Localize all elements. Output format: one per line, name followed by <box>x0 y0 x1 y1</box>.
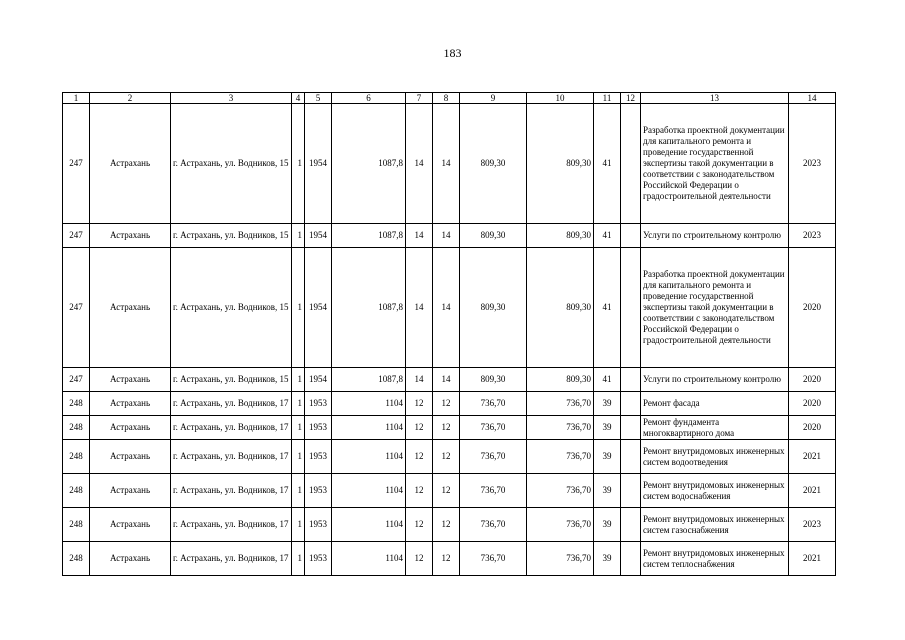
count-cell: 1 <box>292 440 305 474</box>
column-header: 11 <box>594 93 621 104</box>
empty-cell <box>621 474 641 508</box>
count-cell: 1 <box>292 542 305 576</box>
year-cell: 1953 <box>305 508 332 542</box>
column-header: 2 <box>90 93 171 104</box>
city-cell: Астрахань <box>90 392 171 416</box>
city-cell: Астрахань <box>90 508 171 542</box>
cost-cell: 736,70 <box>527 542 594 576</box>
value-cell: 14 <box>433 368 460 392</box>
table-row <box>63 542 836 576</box>
column-header: 1 <box>63 93 90 104</box>
cost-cell: 736,70 <box>527 416 594 440</box>
count-cell: 1 <box>292 474 305 508</box>
number-cell: 248 <box>63 508 90 542</box>
cost-cell: 736,70 <box>460 542 527 576</box>
cost-cell: 736,70 <box>527 440 594 474</box>
registry-table <box>62 92 836 576</box>
value-cell: 12 <box>406 474 433 508</box>
cost-cell: 736,70 <box>460 508 527 542</box>
number-cell: 248 <box>63 474 90 508</box>
value-cell: 12 <box>433 440 460 474</box>
empty-cell <box>621 248 641 368</box>
value-cell: 14 <box>406 368 433 392</box>
table-row <box>63 416 836 440</box>
cost-cell: 736,70 <box>460 440 527 474</box>
year-cell: 2020 <box>789 392 836 416</box>
column-header: 10 <box>527 93 594 104</box>
city-cell: Астрахань <box>90 104 171 224</box>
value-cell: 14 <box>406 224 433 248</box>
column-header: 3 <box>171 93 292 104</box>
year-cell: 1953 <box>305 542 332 576</box>
number-cell: 248 <box>63 440 90 474</box>
cost-cell: 809,30 <box>527 248 594 368</box>
table-row <box>63 104 836 224</box>
number-cell: 248 <box>63 416 90 440</box>
year-cell: 1954 <box>305 248 332 368</box>
count-cell: 1 <box>292 368 305 392</box>
year-cell: 2021 <box>789 542 836 576</box>
city-cell: Астрахань <box>90 248 171 368</box>
year-cell: 2023 <box>789 224 836 248</box>
cost-cell: 809,30 <box>460 368 527 392</box>
area-cell: 1104 <box>332 392 406 416</box>
empty-cell <box>621 508 641 542</box>
area-cell: 1104 <box>332 474 406 508</box>
number-cell: 247 <box>63 224 90 248</box>
year-cell: 2023 <box>789 508 836 542</box>
year-cell: 2020 <box>789 368 836 392</box>
value-cell: 39 <box>594 392 621 416</box>
empty-cell <box>621 224 641 248</box>
cost-cell: 809,30 <box>460 104 527 224</box>
city-cell: Астрахань <box>90 368 171 392</box>
cost-cell: 736,70 <box>527 474 594 508</box>
work-type-cell: Ремонт внутридомовых инженерных систем водоотведения <box>641 440 789 474</box>
address-cell: г. Астрахань, ул. Водников, 17 <box>171 392 292 416</box>
address-cell: г. Астрахань, ул. Водников, 15 <box>171 248 292 368</box>
year-cell: 1953 <box>305 416 332 440</box>
value-cell: 41 <box>594 104 621 224</box>
count-cell: 1 <box>292 508 305 542</box>
value-cell: 39 <box>594 440 621 474</box>
table-row <box>63 440 836 474</box>
table-row <box>63 368 836 392</box>
table-row <box>63 224 836 248</box>
value-cell: 41 <box>594 368 621 392</box>
cost-cell: 736,70 <box>460 474 527 508</box>
value-cell: 41 <box>594 248 621 368</box>
value-cell: 12 <box>406 392 433 416</box>
work-type-cell: Услуги по строительному контролю <box>641 224 789 248</box>
count-cell: 1 <box>292 416 305 440</box>
value-cell: 12 <box>406 440 433 474</box>
cost-cell: 736,70 <box>460 392 527 416</box>
area-cell: 1104 <box>332 542 406 576</box>
cost-cell: 809,30 <box>527 104 594 224</box>
work-type-cell: Ремонт внутридомовых инженерных систем теплоснабжения <box>641 542 789 576</box>
value-cell: 14 <box>406 248 433 368</box>
year-cell: 2020 <box>789 248 836 368</box>
area-cell: 1087,8 <box>332 248 406 368</box>
work-type-cell: Ремонт внутридомовых инженерных систем водоснабжения <box>641 474 789 508</box>
empty-cell <box>621 440 641 474</box>
address-cell: г. Астрахань, ул. Водников, 17 <box>171 416 292 440</box>
cost-cell: 736,70 <box>527 392 594 416</box>
cost-cell: 809,30 <box>527 368 594 392</box>
table-body <box>63 104 836 576</box>
value-cell: 12 <box>406 542 433 576</box>
area-cell: 1087,8 <box>332 368 406 392</box>
year-cell: 1954 <box>305 368 332 392</box>
address-cell: г. Астрахань, ул. Водников, 15 <box>171 104 292 224</box>
city-cell: Астрахань <box>90 474 171 508</box>
empty-cell <box>621 368 641 392</box>
year-cell: 2020 <box>789 416 836 440</box>
number-cell: 247 <box>63 248 90 368</box>
value-cell: 12 <box>433 416 460 440</box>
value-cell: 39 <box>594 474 621 508</box>
count-cell: 1 <box>292 104 305 224</box>
column-header: 4 <box>292 93 305 104</box>
area-cell: 1104 <box>332 416 406 440</box>
work-type-cell: Разработка проектной документации для капитального ремонта и проведение государственной экспертизы такой документации в соответствии с законодательством Российской Федерации о градостроительной деятельности <box>641 248 789 368</box>
cost-cell: 809,30 <box>460 224 527 248</box>
cost-cell: 736,70 <box>527 508 594 542</box>
empty-cell <box>621 542 641 576</box>
value-cell: 12 <box>406 416 433 440</box>
table-row <box>63 392 836 416</box>
number-cell: 247 <box>63 368 90 392</box>
area-cell: 1104 <box>332 440 406 474</box>
work-type-cell: Ремонт фундамента многоквартирного дома <box>641 416 789 440</box>
table-row <box>63 508 836 542</box>
column-header: 7 <box>406 93 433 104</box>
year-cell: 1954 <box>305 224 332 248</box>
cost-cell: 809,30 <box>460 248 527 368</box>
city-cell: Астрахань <box>90 542 171 576</box>
value-cell: 12 <box>433 474 460 508</box>
address-cell: г. Астрахань, ул. Водников, 15 <box>171 224 292 248</box>
year-cell: 1953 <box>305 440 332 474</box>
value-cell: 12 <box>433 508 460 542</box>
cost-cell: 736,70 <box>460 416 527 440</box>
value-cell: 14 <box>433 104 460 224</box>
address-cell: г. Астрахань, ул. Водников, 17 <box>171 542 292 576</box>
work-type-cell: Разработка проектной документации для капитального ремонта и проведение государственной экспертизы такой документации в соответствии с законодательством Российской Федерации о градостроительной деятельности <box>641 104 789 224</box>
count-cell: 1 <box>292 248 305 368</box>
address-cell: г. Астрахань, ул. Водников, 17 <box>171 508 292 542</box>
value-cell: 39 <box>594 416 621 440</box>
count-cell: 1 <box>292 224 305 248</box>
area-cell: 1104 <box>332 508 406 542</box>
empty-cell <box>621 392 641 416</box>
city-cell: Астрахань <box>90 416 171 440</box>
number-cell: 247 <box>63 104 90 224</box>
value-cell: 12 <box>433 542 460 576</box>
work-type-cell: Ремонт фасада <box>641 392 789 416</box>
column-header: 8 <box>433 93 460 104</box>
year-cell: 1953 <box>305 392 332 416</box>
year-cell: 2023 <box>789 104 836 224</box>
header-row <box>63 93 836 104</box>
empty-cell <box>621 104 641 224</box>
column-header: 6 <box>332 93 406 104</box>
value-cell: 14 <box>433 224 460 248</box>
page-number: 183 <box>443 46 462 60</box>
column-header: 9 <box>460 93 527 104</box>
number-cell: 248 <box>63 542 90 576</box>
year-cell: 1954 <box>305 104 332 224</box>
value-cell: 14 <box>433 248 460 368</box>
cost-cell: 809,30 <box>527 224 594 248</box>
value-cell: 12 <box>433 392 460 416</box>
column-header: 14 <box>789 93 836 104</box>
city-cell: Астрахань <box>90 224 171 248</box>
value-cell: 39 <box>594 542 621 576</box>
address-cell: г. Астрахань, ул. Водников, 17 <box>171 440 292 474</box>
empty-cell <box>621 416 641 440</box>
table-row <box>63 474 836 508</box>
value-cell: 41 <box>594 224 621 248</box>
year-cell: 1953 <box>305 474 332 508</box>
column-header: 13 <box>641 93 789 104</box>
column-header: 5 <box>305 93 332 104</box>
city-cell: Астрахань <box>90 440 171 474</box>
work-type-cell: Ремонт внутридомовых инженерных систем газоснабжения <box>641 508 789 542</box>
year-cell: 2021 <box>789 474 836 508</box>
year-cell: 2021 <box>789 440 836 474</box>
number-cell: 248 <box>63 392 90 416</box>
address-cell: г. Астрахань, ул. Водников, 15 <box>171 368 292 392</box>
value-cell: 12 <box>406 508 433 542</box>
count-cell: 1 <box>292 392 305 416</box>
column-header: 12 <box>621 93 641 104</box>
area-cell: 1087,8 <box>332 104 406 224</box>
work-type-cell: Услуги по строительному контролю <box>641 368 789 392</box>
address-cell: г. Астрахань, ул. Водников, 17 <box>171 474 292 508</box>
area-cell: 1087,8 <box>332 224 406 248</box>
table-row <box>63 248 836 368</box>
value-cell: 39 <box>594 508 621 542</box>
value-cell: 14 <box>406 104 433 224</box>
